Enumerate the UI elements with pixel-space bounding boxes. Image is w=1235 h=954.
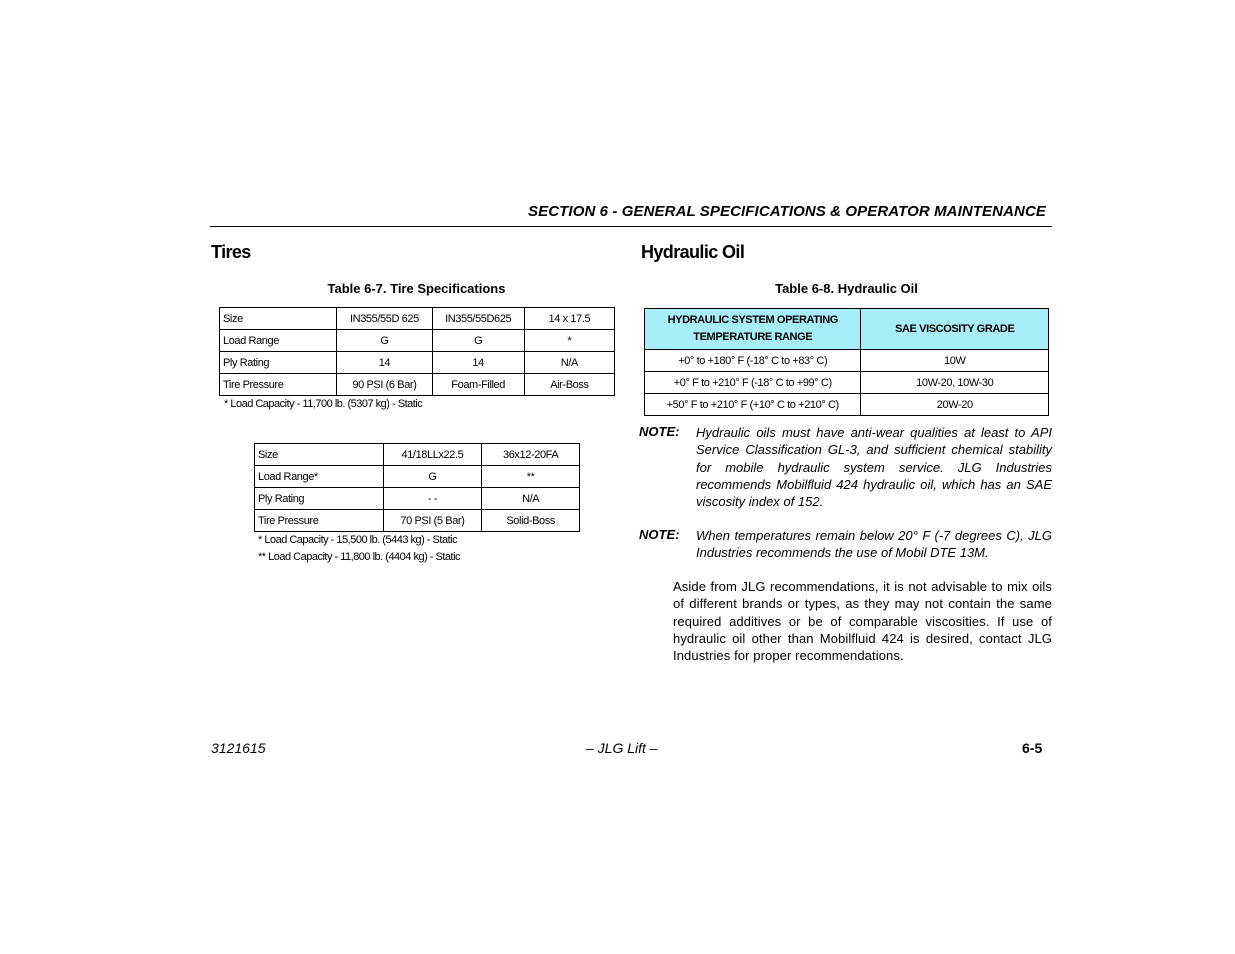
table-row <box>645 394 1049 416</box>
table-cell: ** <box>482 466 580 488</box>
table1-footnote: * Load Capacity - 11,700 lb. (5307 kg) - Static <box>224 398 423 410</box>
table-cell: Size <box>220 308 337 330</box>
table-cell: - - <box>383 488 482 510</box>
table-row <box>255 510 580 532</box>
note-text-2: When temperatures remain below 20° F (-7 degrees C), JLG Industries recommends the use of Mobil DTE 13M. <box>696 528 1052 561</box>
table-cell: 90 PSI (6 Bar) <box>337 374 432 396</box>
table2-footnote-1: * Load Capacity - 15,500 lb. (5443 kg) - Static <box>258 534 458 546</box>
table-cell: Load Range* <box>255 466 384 488</box>
table2-footnote-2: ** Load Capacity - 11,800 lb. (4404 kg) - Static <box>258 551 461 563</box>
page-number: 6-5 <box>1022 740 1043 756</box>
table-row <box>220 330 615 352</box>
table-cell: Load Range <box>220 330 337 352</box>
table-cell: Solid-Boss <box>482 510 580 532</box>
table-row <box>255 444 580 466</box>
table-cell: N/A <box>482 488 580 510</box>
document-number: 3121615 <box>211 740 266 756</box>
table-cell: 20W-20 <box>861 394 1049 416</box>
tire-table-caption: Table 6-7. Tire Specifications <box>327 281 506 296</box>
tires-heading: Tires <box>211 242 251 262</box>
note-text-1: Hydraulic oils must have anti-wear qualities at least to API Service Classification GL-3, and sufficient chemical stability for mobile hydraulic system service. JLG Industries recommends Mobilfluid 424 hydraulic oil, which has an SAE viscosity index of 152. <box>696 425 1052 510</box>
tire-spec-table-2 <box>254 443 580 532</box>
table-cell: Size <box>255 444 384 466</box>
column-header-viscosity: SAE VISCOSITY GRADE <box>861 309 1049 350</box>
page-header <box>210 202 1052 227</box>
table-row <box>255 488 580 510</box>
table-cell: IN355/55D 625 <box>337 308 432 330</box>
table-row <box>220 308 615 330</box>
table-row <box>645 372 1049 394</box>
table-row <box>220 374 615 396</box>
table-cell: Ply Rating <box>255 488 384 510</box>
table-cell: 41/18LLx22.5 <box>383 444 482 466</box>
section-title: SECTION 6 - GENERAL SPECIFICATIONS & OPERATOR MAINTENANCE <box>528 203 1046 220</box>
table-cell: 36x12-20FA <box>482 444 580 466</box>
table-cell: IN355/55D625 <box>432 308 524 330</box>
table-cell: Air-Boss <box>524 374 614 396</box>
table-row <box>255 466 580 488</box>
table-cell: G <box>337 330 432 352</box>
hydraulic-table-caption: Table 6-8. Hydraulic Oil <box>775 281 918 296</box>
tire-spec-table <box>219 307 615 396</box>
table-cell: 14 <box>337 352 432 374</box>
table-cell: 70 PSI (5 Bar) <box>383 510 482 532</box>
footer-center-text: – JLG Lift – <box>586 740 658 756</box>
table-cell: Tire Pressure <box>220 374 337 396</box>
table-cell: N/A <box>524 352 614 374</box>
hydraulic-oil-heading: Hydraulic Oil <box>641 242 745 262</box>
table-row <box>645 350 1049 372</box>
table-cell: G <box>383 466 482 488</box>
table-header-row <box>645 309 1049 350</box>
table-row <box>220 352 615 374</box>
table-cell: +0° to +180° F (-18° C to +83° C) <box>645 350 861 372</box>
table-cell: G <box>432 330 524 352</box>
table-cell: 10W-20, 10W-30 <box>861 372 1049 394</box>
table-cell: Foam-Filled <box>432 374 524 396</box>
table-cell: 14 <box>432 352 524 374</box>
note-label: NOTE: <box>639 424 680 439</box>
table-cell: * <box>524 330 614 352</box>
body-paragraph: Aside from JLG recommendations, it is not advisable to mix oils of different brands or types, as they may not contain the same required additives or be of comparable viscosities. If use of hydraulic oil other than Mobilfluid 424 is desired, contact JLG Industries for proper recommendations. <box>673 579 1052 664</box>
note-label: NOTE: <box>639 527 680 542</box>
column-header-temperature <box>645 309 861 350</box>
table-cell: 14 x 17.5 <box>524 308 614 330</box>
header-line: TEMPERATURE RANGE <box>693 331 813 343</box>
header-line: HYDRAULIC SYSTEM OPERATING <box>667 314 838 326</box>
table-cell: Ply Rating <box>220 352 337 374</box>
table-cell: +50° F to +210° F (+10° C to +210° C) <box>645 394 861 416</box>
table-cell: Tire Pressure <box>255 510 384 532</box>
hydraulic-oil-table <box>644 308 1049 416</box>
table-cell: 10W <box>861 350 1049 372</box>
table-cell: +0° F to +210° F (-18° C to +99° C) <box>645 372 861 394</box>
